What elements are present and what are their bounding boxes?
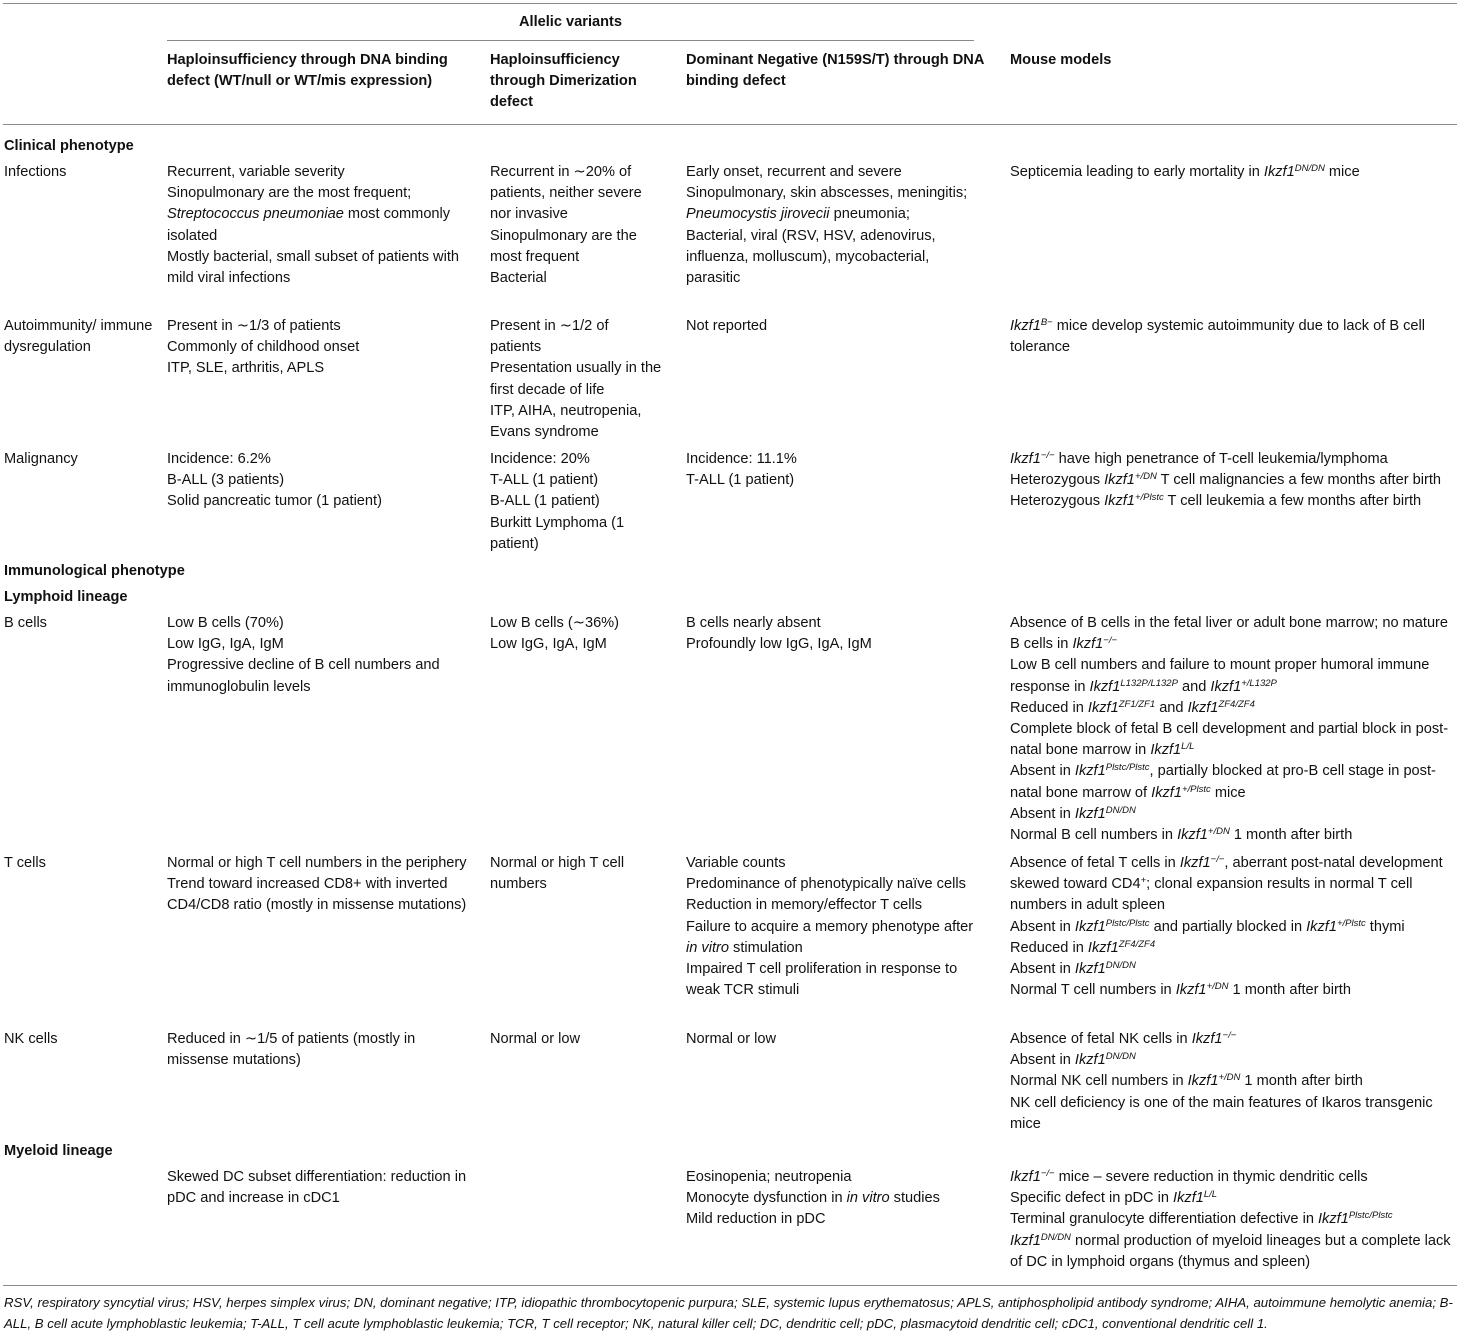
cell-line: Impaired T cell proliferation in response to weak TCR stimuli [686, 961, 958, 999]
cell-dimerization [490, 1029, 662, 1050]
cell-line: Bacterial, viral (RSV, HSV, adenovirus, influenza, molluscum), mycobacterial, parasitic [686, 227, 936, 287]
cell-dominant-negative [686, 316, 986, 337]
cell-line: Normal or low [490, 1031, 581, 1047]
cell-dimerization [490, 162, 662, 289]
table-bottom-rule [3, 1285, 1457, 1286]
section-header: Clinical phenotype [4, 138, 134, 154]
cell-line: Profoundly low IgG, IgA, IgM [686, 636, 872, 653]
section-header: Myeloid lineage [4, 1143, 113, 1159]
cell-line: Absent in $Ikzf1^{DN/DN}$ [1010, 804, 1136, 822]
table-row [0, 316, 1461, 449]
table-row [0, 853, 1461, 1029]
cell-line: Normal NK cell numbers in $Ikzf1^{+/DN}$ 1 month after birth [1010, 1072, 1363, 1090]
row-label: Malignancy [4, 451, 78, 467]
cell-mouse-models [1010, 449, 1458, 513]
cell-line: Sinopulmonary are the most frequent [490, 227, 637, 265]
cell-line: Predominance of phenotypically naïve cells [686, 876, 966, 893]
cell-line: Septicemia leading to early mortality in $Ikzf1^{DN/DN}$ mice [1010, 163, 1360, 180]
cell-line: Ikzf1−/− have high penetrance of T-cell leukemia/lymphoma [1010, 450, 1388, 467]
cell-line: $Ikzf1^{B-}$ mice develop systemic autoimmunity due to lack of B cell tolerance [1010, 317, 1426, 356]
table-header-rule [3, 124, 1457, 125]
group-header-allelic-variants: Allelic variants [518, 14, 623, 30]
cell-line: Streptococcus pneumoniae most commonly isolated [167, 206, 451, 244]
row-label: T cells [4, 855, 46, 871]
section-header: Immunological phenotype [4, 563, 185, 579]
cell-line: Recurrent, variable severity [167, 164, 345, 180]
cell-line: Absent in $Ikzf1^{Plstc/Plstc}$ and partially blocked in $Ikzf1^{+/Plstc}$ thymi [1010, 917, 1405, 935]
cell-line: Sinopulmonary are the most frequent; [167, 185, 412, 202]
cell-line: Early onset, recurrent and severe [686, 164, 902, 180]
cell-dna-binding [167, 1029, 467, 1071]
cell-line: Skewed DC subset differentiation: reduction in pDC and increase in cDC1 [167, 1169, 467, 1207]
cell-mouse-models [1010, 162, 1458, 183]
cell-line: Specific defect in pDC in $Ikzf1^{L/L}$ [1010, 1189, 1218, 1207]
cell-line: Incidence: 20% [490, 451, 590, 467]
cell-line: NK cell deficiency is one of the main features of Ikaros transgenic mice [1010, 1094, 1433, 1132]
cell-line: Complete block of fetal B cell development and partial block in post-natal bone marrow in $Ikzf1^{L/L}$ [1010, 721, 1449, 759]
cell-dimerization [490, 316, 662, 443]
table-row [0, 162, 1461, 316]
cell-line: Absence of fetal NK cells in Ikzf1−/− [1010, 1030, 1237, 1047]
cell-line: Progressive decline of B cell numbers and immunoglobulin levels [167, 657, 440, 695]
group-header-rule [167, 40, 974, 41]
cell-line: Failure to acquire a memory phenotype after in vitro stimulation [686, 918, 974, 956]
section-header: Lymphoid lineage [4, 589, 128, 605]
cell-line: Not reported [686, 318, 768, 334]
cell-mouse-models [1010, 316, 1458, 358]
cell-dna-binding [167, 853, 467, 917]
cell-line: Bacterial [490, 270, 547, 287]
cell-line: Absent in $Ikzf1^{DN/DN}$ [1010, 960, 1136, 978]
cell-mouse-models [1010, 1029, 1458, 1135]
row-label: Infections [4, 164, 67, 180]
cell-line: Incidence: 6.2% [167, 451, 271, 467]
cell-dimerization [490, 853, 662, 895]
table-top-rule [3, 3, 1457, 4]
cell-line: Present in ∼1/2 of patients [490, 318, 609, 356]
cell-line: Present in ∼1/3 of patients [167, 318, 341, 334]
column-header-dna-binding-haploinsufficiency: Haploinsufficiency through DNA binding defect (WT/null or WT/mis expression) [167, 52, 448, 90]
cell-dominant-negative [686, 853, 986, 1001]
cell-dimerization [490, 613, 662, 655]
cell-dominant-negative [686, 449, 986, 491]
cell-line: Normal or low [686, 1031, 777, 1047]
cell-dna-binding [167, 1167, 467, 1209]
row-label: B cells [4, 615, 47, 631]
cell-dimerization [490, 449, 662, 555]
cell-line: Low B cells (∼36%) [490, 615, 620, 631]
cell-line: Heterozygous $Ikzf1^{+/Plstc}$ T cell leukemia a few months after birth [1010, 492, 1422, 510]
cell-line: Absence of fetal T cells in Ikzf1−/−, aberrant post-natal development skewed toward CD4+; clonal expansion results in normal T cell numbers in adult spleen [1010, 854, 1443, 914]
table-row [0, 613, 1461, 853]
table-row [0, 449, 1461, 561]
cell-line: Commonly of childhood onset [167, 339, 360, 356]
cell-line: Low B cell numbers and failure to mount proper humoral immune response in $Ikzf1^{L132P/L132P}$ and $Ikzf1^{+/L132P}$ [1010, 657, 1430, 695]
cell-line: Presentation usually in the first decade of life [490, 360, 662, 398]
cell-line: Normal T cell numbers in $Ikzf1^{+/DN}$ 1 month after birth [1010, 981, 1351, 999]
column-header-mouse-models: Mouse models [1010, 52, 1112, 68]
cell-line: Sinopulmonary, skin abscesses, meningitis; Pneumocystis jirovecii pneumonia; [686, 185, 968, 223]
cell-dna-binding [167, 162, 467, 289]
cell-line: Normal B cell numbers in $Ikzf1^{+/DN}$ 1 month after birth [1010, 826, 1353, 844]
cell-line: Terminal granulocyte differentiation defective in $Ikzf1^{Plstc/Plstc}$ [1010, 1210, 1393, 1228]
cell-dna-binding [167, 449, 467, 513]
cell-line: Solid pancreatic tumor (1 patient) [167, 493, 382, 510]
cell-line: Monocyte dysfunction in in vitro studies [686, 1190, 940, 1207]
cell-line: T-ALL (1 patient) [490, 472, 599, 489]
cell-line: ITP, AIHA, neutropenia, Evans syndrome [490, 402, 642, 441]
table-row [0, 1167, 1461, 1277]
cell-mouse-models [1010, 853, 1458, 1001]
cell-dna-binding [167, 316, 467, 380]
cell-dominant-negative [686, 1167, 986, 1231]
cell-line: Eosinopenia; neutropenia [686, 1169, 852, 1185]
cell-line: Burkitt Lymphoma (1 patient) [490, 514, 625, 552]
cell-line: B-ALL (1 patient) [490, 493, 600, 510]
cell-line: Absent in $Ikzf1^{Plstc/Plstc}$, partially blocked at pro-B cell stage in post-natal bone marrow of $Ikzf1^{+/Plstc}$ mice [1010, 762, 1436, 801]
cell-line: Absent in $Ikzf1^{DN/DN}$ [1010, 1051, 1136, 1069]
cell-line: Variable counts [686, 855, 786, 871]
cell-line: Incidence: 11.1% [686, 451, 797, 467]
table-body [0, 136, 1461, 1277]
cell-dna-binding [167, 613, 467, 698]
table-footnote: RSV, respiratory syncytial virus; HSV, herpes simplex virus; DN, dominant negative; ITP, idiopathic thrombocytopenic purpura; SLE, systemic lupus erythematosus; APLS, antiphospholipid antibody syndrome; AIHA, autoimmune hemolytic anemia; B-ALL, B cell acute lymphoblastic leukemia; T-ALL, T cell acute lymphoblastic leukemia; TCR, T cell receptor; NK, natural killer cell; DC, dendritic cell; pDC, plasmacytoid dendritic cell; cDC1, conventional dendritic cell 1. [4, 1295, 1453, 1331]
cell-line: Mostly bacterial, small subset of patients with mild viral infections [167, 248, 459, 287]
table-row [0, 1029, 1461, 1141]
cell-line: Heterozygous $Ikzf1^{+/DN}$ T cell malignancies a few months after birth [1010, 471, 1442, 489]
cell-line: Reduced in $Ikzf1^{ZF1/ZF1}$ and $Ikzf1^{ZF4/ZF4}$ [1010, 698, 1255, 716]
column-header-dimerization-haploinsufficiency: Haploinsufficiency through Dimerization defect [490, 52, 637, 111]
cell-line: T-ALL (1 patient) [686, 472, 795, 489]
cell-line: Low IgG, IgA, IgM [490, 636, 607, 653]
cell-line: Normal or high T cell numbers in the periphery [167, 855, 467, 871]
cell-line: Reduced in $Ikzf1^{ZF4/ZF4}$ [1010, 938, 1156, 956]
cell-line: Ikzf1−/− mice – severe reduction in thymic dendritic cells [1010, 1168, 1368, 1185]
cell-line: Mild reduction in pDC [686, 1211, 826, 1228]
row-label: Autoimmunity/ immune dysregulation [4, 318, 153, 356]
cell-line: Low B cells (70%) [167, 615, 284, 631]
cell-line: $Ikzf1^{DN/DN}$ normal production of myeloid lineages but a complete lack of DC in lymphoid organs (thymus and spleen) [1010, 1231, 1451, 1270]
cell-dominant-negative [686, 613, 986, 655]
cell-dominant-negative [686, 162, 986, 289]
cell-line: Reduction in memory/effector T cells [686, 897, 923, 914]
cell-line: Absence of B cells in the fetal liver or adult bone marrow; no mature B cells in Ikzf1−/− [1010, 615, 1449, 653]
column-header-dominant-negative: Dominant Negative (N159S/T) through DNA binding defect [686, 52, 984, 90]
cell-line: Trend toward increased CD8+ with inverted CD4/CD8 ratio (mostly in missense mutations) [167, 876, 467, 914]
cell-mouse-models [1010, 613, 1458, 846]
cell-line: Low IgG, IgA, IgM [167, 636, 284, 653]
cell-mouse-models [1010, 1167, 1458, 1273]
cell-line: Recurrent in ∼20% of patients, neither severe nor invasive [490, 164, 642, 223]
cell-line: ITP, SLE, arthritis, APLS [167, 360, 325, 377]
cell-line: Reduced in ∼1/5 of patients (mostly in missense mutations) [167, 1031, 416, 1069]
cell-line: Normal or high T cell numbers [490, 855, 625, 893]
cell-dominant-negative [686, 1029, 986, 1050]
row-label: NK cells [4, 1031, 58, 1047]
cell-line: B-ALL (3 patients) [167, 472, 285, 489]
cell-line: B cells nearly absent [686, 615, 821, 631]
